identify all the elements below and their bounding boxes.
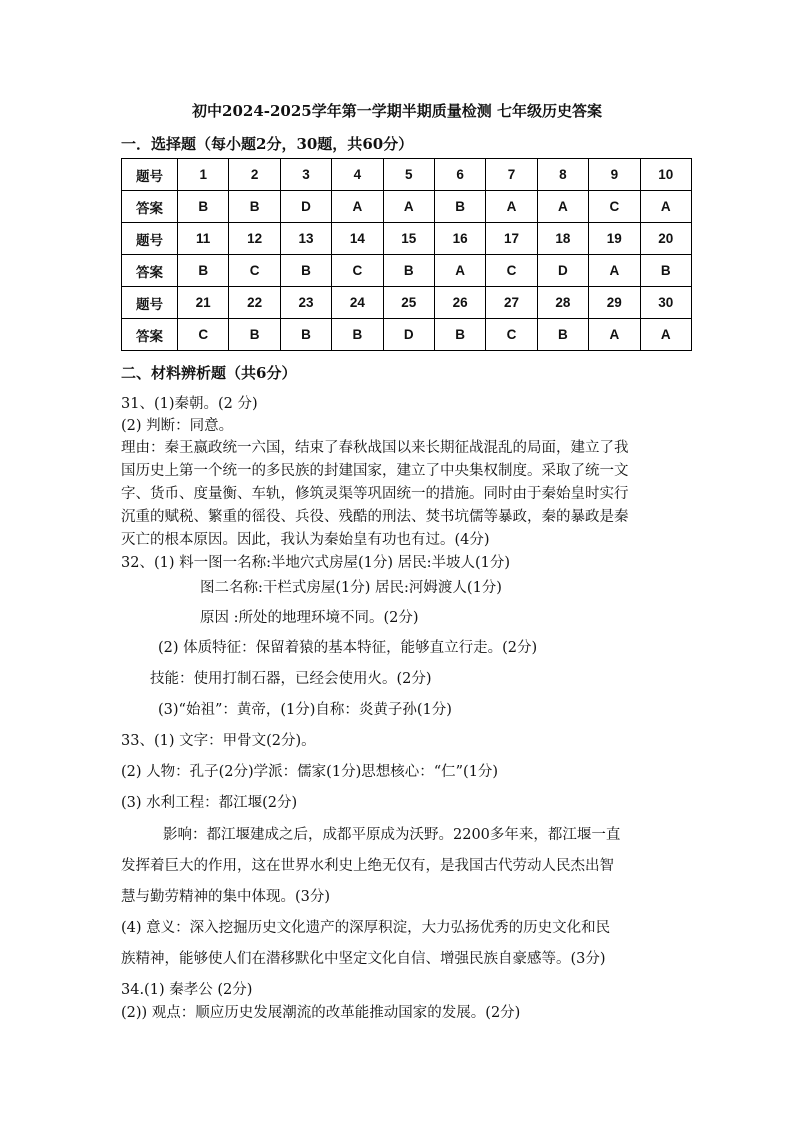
section2-heading: 二、材料辨析题（共6分） (121, 364, 297, 382)
answer-cell: D (383, 319, 434, 351)
page-title: 初中2024-2025学年第一学期半期质量检测 七年级历史答案 (192, 102, 602, 120)
question-number-cell: 25 (383, 287, 434, 319)
answer-cell: B (229, 191, 280, 223)
question-number-cell: 2 (229, 159, 280, 191)
answer-cell: C (486, 319, 537, 351)
text-line: (2) 判断：同意。 (121, 418, 234, 434)
text-line: 国历史上第一个统一的多民族的封建国家，建立了中央集权制度。采取了统一文 (121, 463, 629, 479)
question-number-cell: 10 (640, 159, 691, 191)
answer-cell: B (280, 319, 331, 351)
text-line: 慧与勤劳精神的集中体现。(3分) (121, 889, 331, 905)
answer-cell: C (229, 255, 280, 287)
answer-cell: B (178, 191, 229, 223)
question-number-cell: 12 (229, 223, 280, 255)
section1-heading: 一．选择题（每小题2分，30题，共60分） (121, 135, 414, 153)
answer-cell: A (434, 255, 485, 287)
answer-cell: C (486, 255, 537, 287)
text-line: 图二名称:干栏式房屋(1分) 居民:河姆渡人(1分) (200, 580, 502, 596)
answer-cell: A (383, 191, 434, 223)
question-number-cell: 22 (229, 287, 280, 319)
answer-cell: D (280, 191, 331, 223)
answer-cell: B (640, 255, 691, 287)
question-number-cell: 6 (434, 159, 485, 191)
text-line: 字、货币、度量衡、车轨，修筑灵渠等巩固统一的措施。同时由于秦始皇时实行 (121, 486, 629, 502)
text-line: (3) 水利工程：都江堰(2分) (121, 795, 298, 811)
question-number-cell: 3 (280, 159, 331, 191)
text-line: 理由：秦王嬴政统一六国，结束了春秋战国以来长期征战混乱的局面，建立了我 (121, 440, 629, 456)
question-number-cell: 24 (332, 287, 383, 319)
text-line: 31、(1)秦朝。(2 分) (121, 396, 258, 412)
text-line: 灭亡的根本原因。因此，我认为秦始皇有功也有过。(4分) (121, 532, 490, 548)
answer-row (122, 191, 692, 223)
row-label: 题号 (122, 223, 178, 255)
question-number-cell: 21 (178, 287, 229, 319)
text-line: 34.(1) 秦孝公 (2分) (121, 982, 253, 998)
answer-cell: A (640, 319, 691, 351)
question-number-cell: 20 (640, 223, 691, 255)
text-line: (2)) 观点：顺应历史发展潮流的改革能推动国家的发展。(2分) (121, 1005, 521, 1021)
row-label: 题号 (122, 287, 178, 319)
text-line: 32、(1) 料一图一名称:半地穴式房屋(1分) 居民:半坡人(1分) (121, 555, 511, 571)
question-number-cell: 11 (178, 223, 229, 255)
text-line: (2) 人物：孔子(2分)学派：儒家(1分)思想核心：“仁”(1分) (121, 764, 499, 780)
question-number-cell: 23 (280, 287, 331, 319)
answer-cell: A (486, 191, 537, 223)
answer-cell: C (589, 191, 640, 223)
question-number-cell: 27 (486, 287, 537, 319)
question-number-cell: 4 (332, 159, 383, 191)
answer-cell: C (332, 255, 383, 287)
answer-table (121, 158, 692, 351)
answer-row (122, 319, 692, 351)
question-number-cell: 8 (537, 159, 588, 191)
answer-cell: B (383, 255, 434, 287)
question-number-cell: 29 (589, 287, 640, 319)
question-number-cell: 5 (383, 159, 434, 191)
question-number-cell: 16 (434, 223, 485, 255)
question-number-cell: 30 (640, 287, 691, 319)
answer-cell: B (434, 319, 485, 351)
question-number-row (122, 223, 692, 255)
row-label: 题号 (122, 159, 178, 191)
question-number-cell: 7 (486, 159, 537, 191)
answer-cell: B (537, 319, 588, 351)
answer-cell: D (537, 255, 588, 287)
text-line: (2) 体质特征：保留着猿的基本特征，能够直立行走。(2分) (158, 640, 538, 656)
text-line: 族精神，能够使人们在潜移默化中坚定文化自信、增强民族自豪感等。(3分) (121, 951, 606, 967)
answer-cell: A (537, 191, 588, 223)
question-number-row (122, 287, 692, 319)
question-number-row (122, 159, 692, 191)
answer-cell: A (640, 191, 691, 223)
text-line: 发挥着巨大的作用，这在世界水利史上绝无仅有，是我国古代劳动人民杰出智 (121, 858, 614, 874)
question-number-cell: 15 (383, 223, 434, 255)
text-line: 原因 :所处的地理环境不同。(2分) (200, 610, 419, 626)
answer-cell: B (229, 319, 280, 351)
question-number-cell: 28 (537, 287, 588, 319)
row-label: 答案 (122, 255, 178, 287)
answer-cell: B (178, 255, 229, 287)
answer-row (122, 255, 692, 287)
question-number-cell: 19 (589, 223, 640, 255)
question-number-cell: 13 (280, 223, 331, 255)
text-line: 沉重的赋税、繁重的徭役、兵役、残酷的刑法、焚书坑儒等暴政，秦的暴政是秦 (121, 509, 629, 525)
row-label: 答案 (122, 319, 178, 351)
question-number-cell: 17 (486, 223, 537, 255)
answer-cell: A (589, 319, 640, 351)
text-line: (4) 意义：深入挖掘历史文化遗产的深厚积淀，大力弘扬优秀的历史文化和民 (121, 920, 611, 936)
text-line: 33、(1) 文字：甲骨文(2分)。 (121, 733, 316, 749)
answer-cell: B (332, 319, 383, 351)
answer-cell: B (434, 191, 485, 223)
question-number-cell: 18 (537, 223, 588, 255)
answer-cell: C (178, 319, 229, 351)
text-line: (3)“始祖”：黄帝，(1分)自称：炎黄子孙(1分) (158, 702, 452, 718)
question-number-cell: 14 (332, 223, 383, 255)
answer-cell: A (332, 191, 383, 223)
row-label: 答案 (122, 191, 178, 223)
question-number-cell: 9 (589, 159, 640, 191)
answer-cell: B (280, 255, 331, 287)
question-number-cell: 1 (178, 159, 229, 191)
answer-cell: A (589, 255, 640, 287)
question-number-cell: 26 (434, 287, 485, 319)
text-line: 影响：都江堰建成之后，成都平原成为沃野。2200多年来，都江堰一直 (163, 827, 621, 843)
text-line: 技能：使用打制石器，已经会使用火。(2分) (150, 671, 432, 687)
